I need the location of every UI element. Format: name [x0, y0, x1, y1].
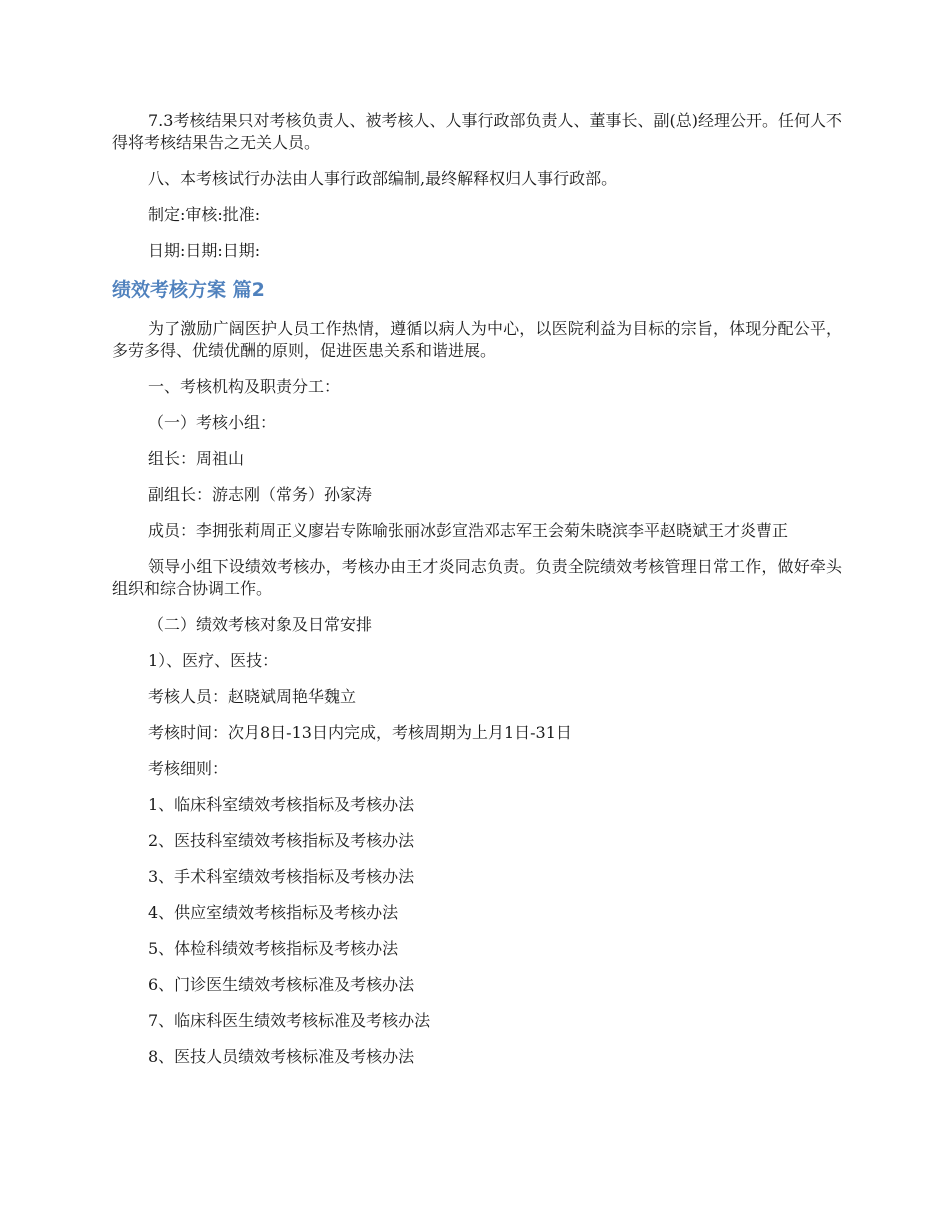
list-item: 7、临床科医生绩效考核标准及考核办法 [148, 1011, 431, 1030]
paragraph-group-title: （一）考核小组： [148, 413, 277, 432]
paragraph-7-3: 7.3考核结果只对考核负责人、被考核人、人事行政部负责人、董事长、副(总)经理公开。任何人不得将考核结果告之无关人员。 [112, 111, 842, 152]
list-item: 6、门诊医生绩效考核标准及考核办法 [148, 975, 415, 994]
paragraph-deputy: 副组长：游志刚（常务）孙家涛 [148, 485, 373, 504]
paragraph-org-title: 一、考核机构及职责分工： [148, 377, 341, 396]
paragraph-members: 成员：李拥张莉周正义廖岩专陈喻张丽冰彭宣浩邓志军王会菊朱晓滨李平赵晓斌王才炎曹正 [148, 521, 789, 540]
list-item: 1、临床科室绩效考核指标及考核办法 [148, 795, 415, 814]
document-body [112, 110, 842, 1082]
section-heading: 绩效考核方案 篇2 [112, 279, 265, 301]
list-item: 3、手术科室绩效考核指标及考核办法 [148, 867, 415, 886]
paragraph-schedule: 考核时间：次月8日-13日内完成，考核周期为上月1日-31日 [148, 723, 572, 742]
paragraph-section-8: 八、本考核试行办法由人事行政部编制,最终解释权归人事行政部。 [148, 169, 618, 188]
paragraph-leader: 组长：周祖山 [148, 449, 245, 468]
list-item: 8、医技人员绩效考核标准及考核办法 [148, 1047, 415, 1066]
paragraph-intro: 为了激励广阔医护人员工作热情，遵循以病人为中心，以医院利益为目标的宗旨，体现分配公平，多劳多得、优绩优酬的原则，促进医患关系和谐进展。 [112, 319, 842, 360]
paragraph-rules-title: 考核细则： [148, 759, 229, 778]
paragraph-assessors: 考核人员：赵晓斌周艳华魏立 [148, 687, 357, 706]
list-item: 5、体检科绩效考核指标及考核办法 [148, 939, 399, 958]
list-item: 4、供应室绩效考核指标及考核办法 [148, 903, 399, 922]
list-item: 2、医技科室绩效考核指标及考核办法 [148, 831, 415, 850]
paragraph-medical: 1）、医疗、医技： [148, 651, 279, 670]
paragraph-dates: 日期:日期:日期: [148, 241, 261, 260]
paragraph-signatures: 制定:审核:批准: [148, 205, 261, 224]
paragraph-office: 领导小组下设绩效考核办，考核办由王才炎同志负责。负责全院绩效考核管理日常工作，做好牵头组织和综合协调工作。 [112, 557, 842, 598]
paragraph-targets-title: （二）绩效考核对象及日常安排 [148, 615, 373, 634]
